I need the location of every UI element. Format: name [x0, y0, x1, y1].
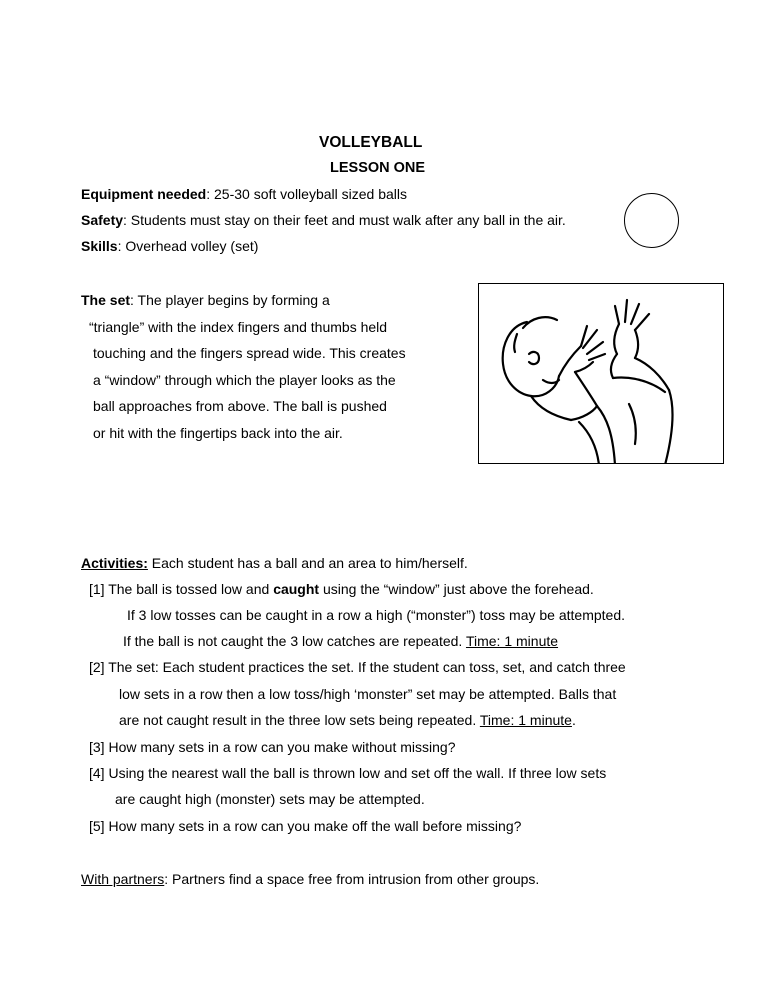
the-set-line-2: “triangle” with the index fingers and thumbs held — [89, 319, 388, 335]
ball-icon — [624, 193, 679, 248]
partners-label: With partners — [81, 871, 165, 887]
the-set-label: The set — [81, 292, 131, 308]
page-title: VOLLEYBALL — [319, 134, 423, 151]
activity-1-text-cont: using the “window” just above the forehead. — [319, 581, 594, 597]
activity-1-time: Time: 1 minute — [465, 633, 559, 649]
equipment-label: Equipment needed — [81, 186, 207, 202]
the-set-line-4: a “window” through which the player looks as the — [93, 372, 396, 388]
equipment-text: : 25-30 soft volleyball sized balls — [206, 186, 408, 202]
activity-1-line-3-text: If the ball is not caught the 3 low catches are repeated. — [123, 633, 466, 649]
activity-5: [5] How many sets in a row can you make off the wall before missing? — [89, 818, 522, 834]
equipment-line — [81, 185, 407, 203]
activity-3: [3] How many sets in a row can you make without missing? — [89, 739, 456, 755]
activities-line — [81, 554, 468, 572]
activity-4-line-1: [4] Using the nearest wall the ball is thrown low and set off the wall. If three low sets — [89, 765, 607, 781]
skills-label: Skills — [81, 238, 118, 254]
skills-text: : Overhead volley (set) — [117, 238, 259, 254]
page-subtitle: LESSON ONE — [330, 160, 426, 176]
activity-2-time: Time: 1 minute — [479, 712, 572, 728]
activity-4-line-2: are caught high (monster) sets may be attempted. — [115, 791, 425, 807]
activity-2-line-1: [2] The set: Each student practices the set. If the student can toss, set, and catch three — [89, 659, 626, 675]
activity-2-line-3 — [119, 711, 576, 729]
safety-label: Safety — [81, 212, 124, 228]
safety-line — [81, 211, 566, 229]
activities-intro: Each student has a ball and an area to him/herself. — [147, 555, 468, 571]
activities-label: Activities: — [81, 555, 148, 571]
skills-line — [81, 237, 258, 255]
volleyball-set-illustration — [478, 283, 724, 464]
partners-text: : Partners find a space free from intrusion from other groups. — [164, 871, 540, 887]
activity-1-line-1 — [89, 580, 594, 598]
the-set-line-3: touching and the fingers spread wide. This creates — [93, 345, 406, 361]
the-set-text-1: : The player begins by forming a — [130, 292, 330, 308]
activity-1-line-2: If 3 low tosses can be caught in a row a high (“monster”) toss may be attempted. — [127, 607, 626, 623]
safety-text: : Students must stay on their feet and must walk after any ball in the air. — [123, 212, 566, 228]
the-set-line-1 — [81, 291, 330, 309]
activity-2-line-3-text: are not caught result in the three low sets being repeated. — [119, 712, 480, 728]
activity-1-text: [1] The ball is tossed low and — [89, 581, 274, 597]
the-set-line-6: or hit with the fingertips back into the air. — [93, 425, 343, 441]
caught-emphasis: caught — [273, 581, 320, 597]
the-set-line-5: ball approaches from above. The ball is pushed — [93, 398, 387, 414]
activity-1-line-3 — [123, 632, 558, 650]
activity-2-line-2: low sets in a row then a low toss/high ‘monster” set may be attempted. Balls that — [119, 686, 617, 702]
activity-2-end: . — [571, 712, 576, 728]
partners-line — [81, 870, 539, 888]
player-drawing — [479, 284, 724, 464]
